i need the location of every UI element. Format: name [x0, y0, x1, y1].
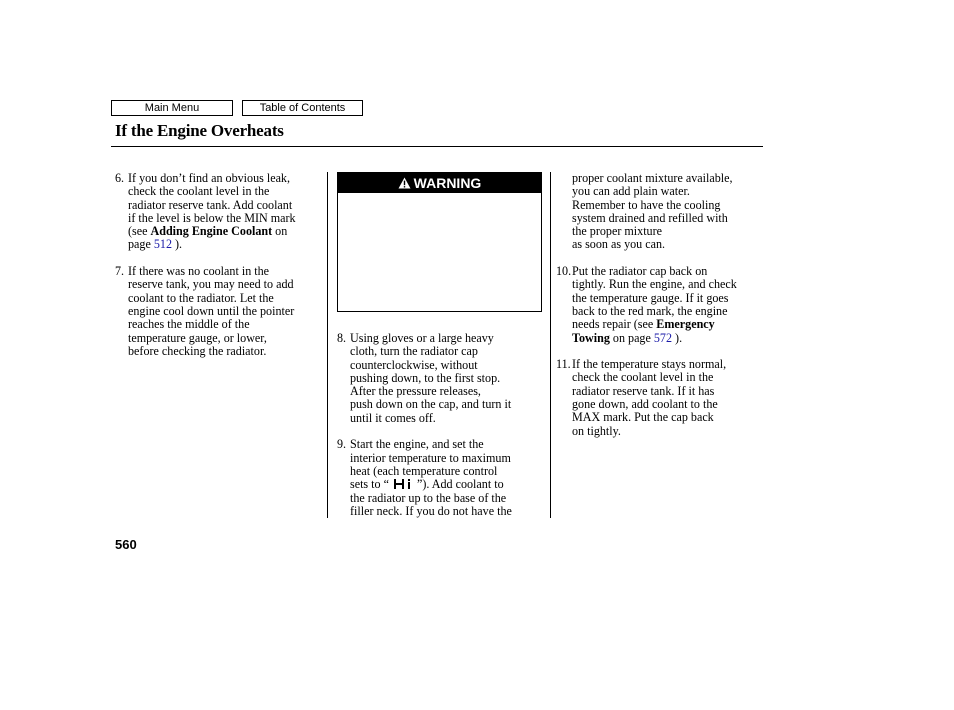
text-line: interior temperature to maximum	[350, 450, 511, 465]
page-prefix: page	[128, 237, 154, 252]
warning-label: WARNING	[413, 175, 482, 191]
sets-suffix: ”). Add coolant to	[416, 477, 504, 492]
ref-emergency: Emergency	[656, 317, 715, 332]
step-number: 10.	[556, 264, 572, 279]
column-divider	[327, 172, 328, 518]
text-line: reserve tank, you may need to add	[128, 277, 294, 292]
step-7	[115, 265, 320, 358]
warning-header	[338, 173, 541, 193]
towing-middle: on page	[609, 330, 654, 345]
text-line: radiator reserve tank. If it has	[572, 383, 715, 398]
column-left	[115, 172, 320, 371]
text-line: the temperature gauge. If it goes	[572, 290, 729, 305]
text-line: if the level is below the MIN mark	[128, 210, 296, 225]
text-line: tightly. Run the engine, and check	[572, 277, 737, 292]
text-line: the radiator up to the base of the	[350, 490, 507, 505]
text-line: Using gloves or a large heavy	[350, 331, 494, 345]
page-link-572[interactable]: 572	[653, 330, 673, 345]
step-6	[115, 172, 320, 252]
text-line: radiator reserve tank. Add coolant	[128, 197, 293, 212]
page-suffix: ).	[172, 237, 183, 252]
warning-triangle-icon	[398, 177, 411, 189]
step-11	[556, 358, 766, 438]
text-line: gone down, add coolant to the	[572, 397, 718, 412]
table-of-contents-button[interactable]: Table of Contents	[242, 100, 363, 116]
text-line: Put the radiator cap back on	[572, 264, 708, 279]
text-line: pushing down, to the first stop.	[350, 370, 501, 385]
page-title: If the Engine Overheats	[115, 121, 284, 140]
text-line: push down on the cap, and turn it	[350, 397, 512, 412]
text-line	[128, 225, 320, 238]
text-line: coolant to the radiator. Let the	[128, 290, 274, 305]
text-line: temperature gauge, or lower,	[128, 330, 267, 345]
text-line: If you don’t find an obvious leak,	[128, 171, 291, 185]
text-line: If there was no coolant in the	[128, 264, 270, 279]
text-line: counterclockwise, without	[350, 357, 478, 372]
column-right	[556, 172, 766, 451]
step-number: 6.	[115, 171, 125, 185]
text-line: heat (each temperature control	[350, 463, 498, 478]
title-divider	[111, 146, 763, 147]
ref-suffix: on	[272, 224, 288, 239]
text-line: filler neck. If you do not have the	[350, 503, 512, 518]
text-line: the proper mixture	[572, 224, 663, 239]
step-9	[337, 438, 542, 518]
text-line: as soon as you can.	[572, 237, 666, 252]
step-number: 9.	[337, 437, 347, 452]
step-number: 8.	[337, 331, 347, 345]
text-line	[572, 332, 766, 345]
column-divider	[550, 172, 551, 518]
text-line: before checking the radiator.	[128, 343, 267, 358]
text-line: proper coolant mixture available,	[572, 171, 733, 185]
step-8	[337, 332, 542, 425]
towing-suffix: ).	[672, 330, 683, 345]
text-line: back to the red mark, the engine	[572, 303, 728, 318]
repair-prefix: needs repair (see	[572, 317, 657, 332]
text-line	[350, 478, 542, 491]
text-line: MAX mark. Put the cap back	[572, 410, 714, 425]
text-line: After the pressure releases,	[350, 384, 481, 399]
step-9-continued	[556, 172, 766, 252]
text-line: reaches the middle of the	[128, 317, 250, 332]
text-line	[572, 318, 766, 331]
text-line: check the coolant level in the	[128, 184, 270, 199]
main-menu-button[interactable]: Main Menu	[111, 100, 233, 116]
text-line: check the coolant level in the	[572, 370, 714, 385]
text-line: you can add plain water.	[572, 184, 690, 199]
text-line: Remember to have the cooling	[572, 197, 721, 212]
text-line: until it comes off.	[350, 410, 436, 425]
text-line: If the temperature stays normal,	[572, 357, 727, 372]
text-line: cloth, turn the radiator cap	[350, 344, 478, 359]
text-line: Start the engine, and set the	[350, 437, 484, 452]
page-number: 560	[115, 537, 137, 552]
text-line	[128, 238, 320, 251]
ref-adding-engine-coolant: Adding Engine Coolant	[150, 224, 273, 239]
text-line: engine cool down until the pointer	[128, 303, 295, 318]
page-link-512[interactable]: 512	[153, 237, 172, 252]
ref-towing: Towing	[572, 330, 610, 345]
warning-box	[337, 172, 542, 312]
step-number: 11.	[556, 357, 571, 372]
text-line: system drained and refilled with	[572, 210, 728, 225]
sets-prefix: sets to “	[350, 477, 389, 492]
step-number: 7.	[115, 264, 125, 279]
column-middle	[337, 332, 542, 531]
ref-prefix: (see	[128, 224, 151, 239]
step-10	[556, 265, 766, 345]
text-line: on tightly.	[572, 423, 621, 438]
hi-temperature-icon	[393, 478, 413, 490]
